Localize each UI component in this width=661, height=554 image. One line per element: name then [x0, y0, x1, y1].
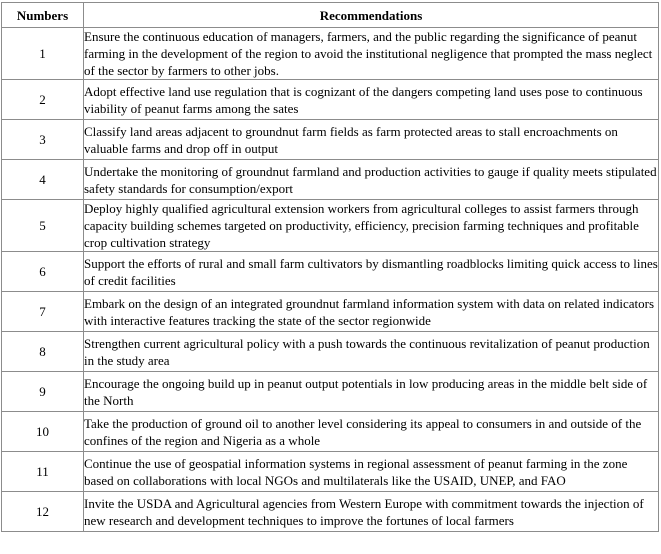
row-number: 1 [2, 28, 84, 80]
row-recommendation: Ensure the continuous education of managers, farmers, and the public regarding the significance of peanut farming in the development of the region to avoid the institutional negligence that prompted the mass neglect of the sector by farmers to other jobs. [84, 28, 659, 80]
table-row [2, 292, 659, 332]
row-recommendation: Continue the use of geospatial information systems in regional assessment of peanut farming in the zone based on collaborations with local NGOs and multilaterals like the USAID, UNEP, and FAO [84, 452, 659, 492]
row-recommendation: Support the efforts of rural and small farm cultivators by dismantling roadblocks limiting quick access to lines of credit facilities [84, 252, 659, 292]
row-recommendation: Strengthen current agricultural policy with a push towards the continuous revitalization of peanut production in the study area [84, 332, 659, 372]
row-number: 10 [2, 412, 84, 452]
table-row [2, 160, 659, 200]
row-recommendation: Encourage the ongoing build up in peanut output potentials in low producing areas in the middle belt side of the North [84, 372, 659, 412]
table-row [2, 412, 659, 452]
row-number: 11 [2, 452, 84, 492]
table-row [2, 28, 659, 80]
table-header-row [2, 3, 659, 28]
table-row [2, 492, 659, 532]
row-recommendation: Invite the USDA and Agricultural agencies from Western Europe with commitment towards the injection of new research and development techniques to improve the fortunes of local farmers [84, 492, 659, 532]
row-number: 4 [2, 160, 84, 200]
row-recommendation: Classify land areas adjacent to groundnut farm fields as farm protected areas to stall encroachments on valuable farms and drop off in output [84, 120, 659, 160]
row-recommendation: Deploy highly qualified agricultural extension workers from agricultural colleges to assist farmers through capacity building schemes targeted on productivity, efficiency, precision farming techniques and profitable crop cultivation strategy [84, 200, 659, 252]
row-recommendation: Undertake the monitoring of groundnut farmland and production activities to gauge if quality meets stipulated safety standards for consumption/export [84, 160, 659, 200]
row-number: 7 [2, 292, 84, 332]
table-row [2, 452, 659, 492]
header-numbers: Numbers [2, 3, 84, 28]
row-recommendation: Take the production of ground oil to another level considering its appeal to consumers in and outside of the confines of the region and Nigeria as a whole [84, 412, 659, 452]
row-recommendation: Adopt effective land use regulation that is cognizant of the dangers competing land uses pose to continuous viability of peanut farms among the sates [84, 80, 659, 120]
table-row [2, 372, 659, 412]
table-row [2, 80, 659, 120]
row-number: 3 [2, 120, 84, 160]
row-number: 6 [2, 252, 84, 292]
table-row [2, 252, 659, 292]
row-recommendation: Embark on the design of an integrated groundnut farmland information system with data on related indicators with interactive features tracking the state of the sector regionwide [84, 292, 659, 332]
recommendations-table [1, 2, 659, 532]
row-number: 12 [2, 492, 84, 532]
table-row [2, 120, 659, 160]
table-row [2, 332, 659, 372]
row-number: 9 [2, 372, 84, 412]
row-number: 8 [2, 332, 84, 372]
table-row [2, 200, 659, 252]
row-number: 2 [2, 80, 84, 120]
header-recommendations: Recommendations [84, 3, 659, 28]
row-number: 5 [2, 200, 84, 252]
